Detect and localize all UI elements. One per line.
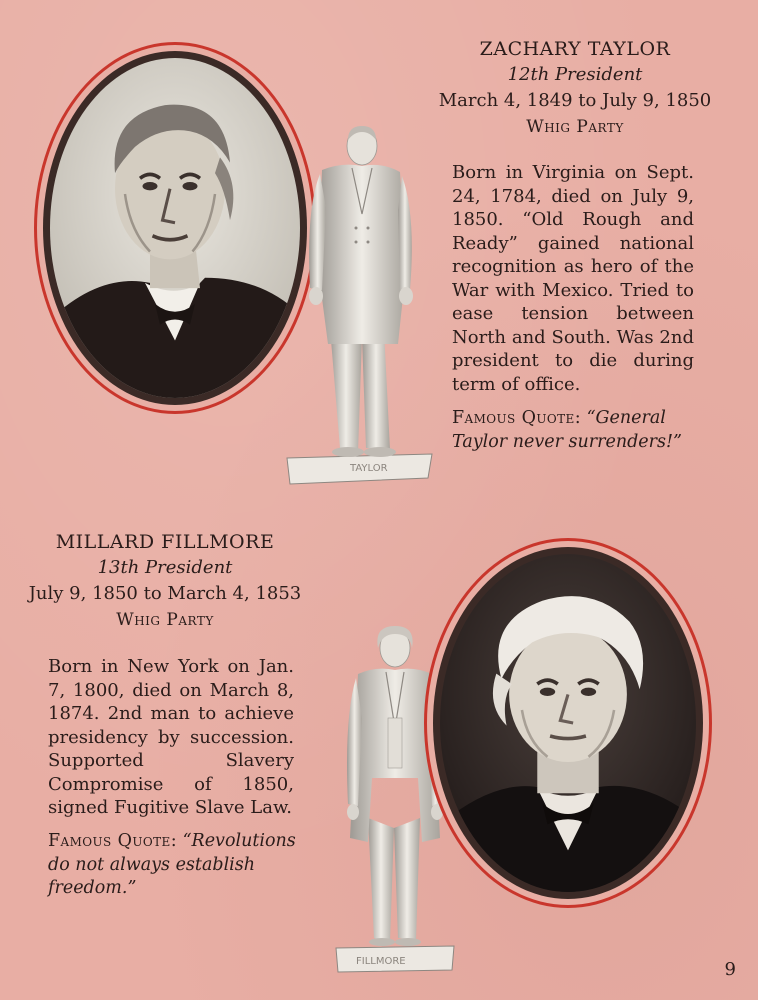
fillmore-quote — [48, 830, 298, 901]
taylor-ordinal: 12th President — [507, 64, 643, 85]
taylor-quote-label: Famous Quote: — [452, 408, 581, 428]
fillmore-name: MILLARD FILLMORE — [55, 531, 275, 553]
taylor-base-label: TAYLOR — [350, 463, 388, 474]
fillmore-engraving — [440, 554, 696, 892]
taylor-header — [432, 36, 718, 140]
fillmore-portrait — [424, 538, 712, 908]
taylor-party: Whig Party — [526, 117, 624, 137]
taylor-engraving — [50, 58, 300, 398]
taylor-statue-figure — [282, 118, 442, 486]
taylor-term: March 4, 1849 to July 9, 1850 — [438, 90, 712, 111]
taylor-quote — [452, 407, 700, 454]
taylor-bio: Born in Virginia on Sept. 24, 1784, died on July 9, 1850. “Old Rough and Ready” gained national recognition as hero of the War with Mexico. Tried to ease tension between North and South. Was 2nd president to die during term of office. — [452, 162, 694, 395]
taylor-statue — [282, 118, 442, 486]
fillmore-quote-label: Famous Quote: — [48, 831, 177, 851]
fillmore-quote-text: “Revolutions do not always establish freedom.” — [48, 831, 296, 898]
fillmore-term: July 9, 1850 to March 4, 1853 — [28, 583, 302, 604]
taylor-name: ZACHARY TAYLOR — [479, 38, 671, 60]
fillmore-party: Whig Party — [116, 610, 214, 630]
fillmore-ordinal: 13th President — [97, 557, 233, 578]
page-number: 9 — [724, 959, 736, 980]
fillmore-base-label: FILLMORE — [356, 956, 406, 967]
fillmore-bio: Born in New York on Jan. 7, 1800, died on March 8, 1874. 2nd man to achieve presidency by succession. Supported Slavery Compromise of 1850, signed Fugitive Slave Law. — [48, 656, 294, 818]
taylor-portrait — [34, 42, 316, 414]
taylor-quote-text: “General Taylor never surrenders!” — [452, 408, 682, 452]
fillmore-header — [22, 529, 308, 633]
